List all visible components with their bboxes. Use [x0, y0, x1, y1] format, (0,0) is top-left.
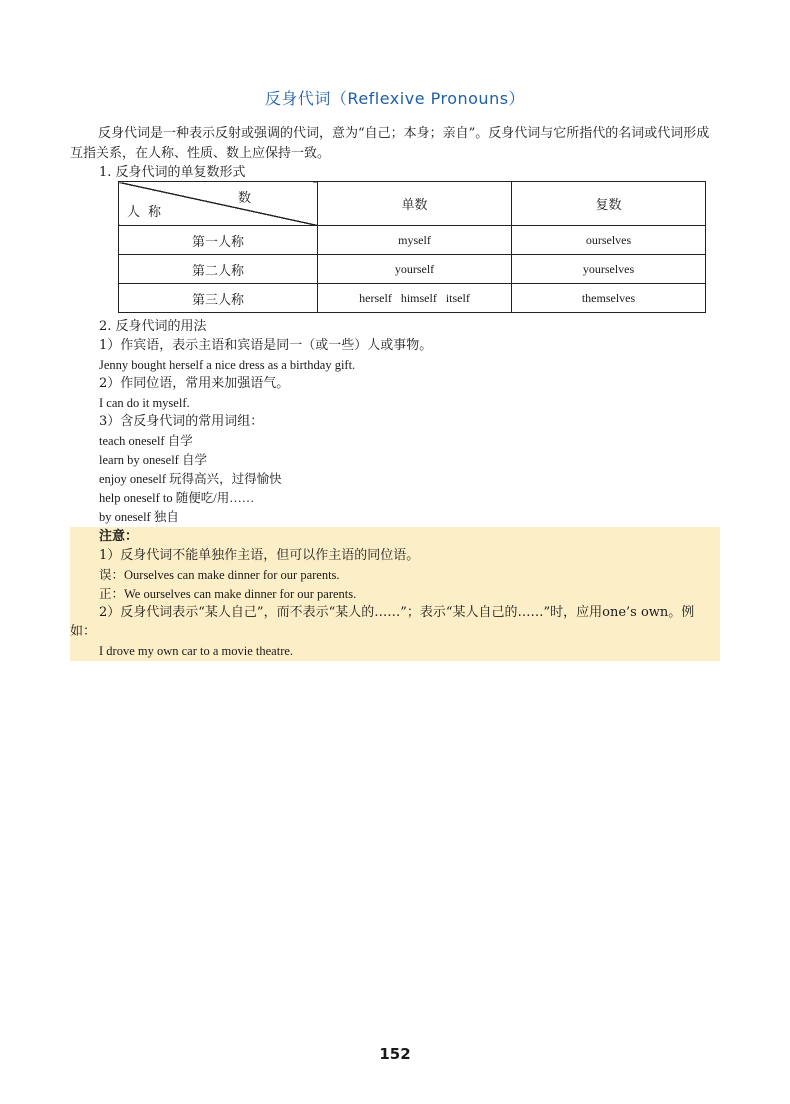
- header-plural: 复数: [512, 182, 706, 226]
- usage-line: 2）作同位语，常用来加强语气。: [99, 376, 290, 391]
- intro-paragraph: 反身代词是一种表示反射或强调的代词，意为“自己；本身；亲自”。反身代词与它所指代的名词或代词形成互指关系，在人称、性质、数上应保持一致。: [70, 126, 710, 161]
- note-line: 2）反身代词表示“某人自己”，而不表示“某人的……”；表示“某人自己的……”时，应用one’s own。例如：: [70, 605, 695, 639]
- plural-cell: ourselves: [512, 226, 706, 255]
- phrase-item: enjoy oneself 玩得高兴，过得愉快: [99, 472, 282, 486]
- usage-example: I can do it myself.: [99, 396, 190, 410]
- usage-example: Jenny bought herself a nice dress as a birthday gift.: [99, 358, 356, 372]
- plural-cell: yourselves: [512, 255, 706, 284]
- page-title: 反身代词（Reflexive Pronouns）: [264, 89, 526, 108]
- table-row: [119, 284, 706, 313]
- header-singular: 单数: [318, 182, 512, 226]
- section-heading-usage: 2. 反身代词的用法: [99, 319, 207, 334]
- person-cell: 第一人称: [119, 226, 318, 255]
- note-line: 1）反身代词不能单独作主语，但可以作主语的同位语。: [99, 548, 420, 563]
- phrase-item: help oneself to 随便吃/用……: [99, 491, 255, 505]
- note-example: I drove my own car to a movie theatre.: [99, 644, 294, 658]
- singular-cell: herself himself itself: [318, 284, 512, 313]
- table-corner-cell: [119, 182, 318, 226]
- corner-number-label: 数: [237, 191, 251, 206]
- note-wrong-example: 误：Ourselves can make dinner for our parents.: [99, 568, 340, 582]
- phrase-item: learn by oneself 自学: [99, 453, 207, 467]
- person-cell: 第二人称: [119, 255, 318, 284]
- table-row: [119, 255, 706, 284]
- page-number: 152: [379, 1045, 411, 1063]
- note-title: 注意：: [99, 529, 139, 544]
- person-cell: 第三人称: [119, 284, 318, 313]
- singular-cell: myself: [318, 226, 512, 255]
- singular-cell: yourself: [318, 255, 512, 284]
- usage-line: 3）含反身代词的常用词组：: [99, 414, 264, 429]
- usage-line: 1）作宾语，表示主语和宾语是同一（或一些）人或事物。: [99, 338, 433, 353]
- section-heading-forms: 1. 反身代词的单复数形式: [99, 165, 246, 180]
- table-row: [119, 226, 706, 255]
- note-right-example: 正：We ourselves can make dinner for our parents.: [99, 587, 357, 601]
- pronoun-table: [118, 181, 706, 313]
- table-header-row: [119, 182, 706, 226]
- corner-person-label: 人称: [127, 205, 170, 220]
- phrase-item: by oneself 独自: [99, 510, 179, 524]
- phrase-item: teach oneself 自学: [99, 434, 193, 448]
- plural-cell: themselves: [512, 284, 706, 313]
